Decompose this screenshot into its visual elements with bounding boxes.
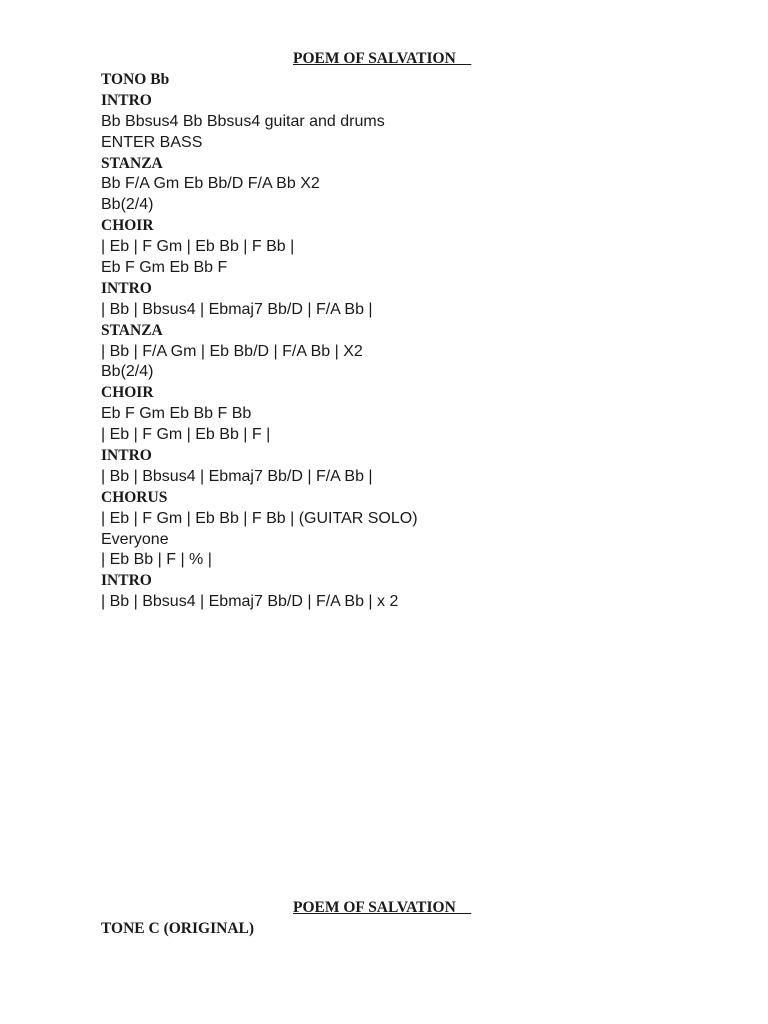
section-heading: INTRO — [101, 447, 152, 465]
chord-line: | Eb | F Gm | Eb Bb | F Bb | — [101, 238, 295, 256]
chord-line: Eb F Gm Eb Bb F Bb — [101, 405, 252, 423]
section-heading: INTRO — [101, 572, 152, 590]
chord-line: | Bb | F/A Gm | Eb Bb/D | F/A Bb | X2 — [101, 342, 363, 360]
chord-line: Everyone — [101, 530, 169, 548]
section2-body — [101, 919, 721, 940]
section-heading: STANZA — [101, 154, 163, 172]
chord-line: Bb F/A Gm Eb Bb/D F/A Bb X2 — [101, 175, 320, 193]
section-heading: INTRO — [101, 279, 152, 297]
section-heading: STANZA — [101, 321, 163, 339]
section1-body — [101, 70, 721, 613]
chord-line: | Bb | Bbsus4 | Ebmaj7 Bb/D | F/A Bb | x 2 — [101, 593, 399, 611]
chord-line: | Eb | F Gm | Eb Bb | F | — [101, 426, 271, 444]
section-heading: CHOIR — [101, 384, 154, 402]
section-heading: CHOIR — [101, 217, 154, 235]
section-heading: INTRO — [101, 91, 152, 109]
section-heading: TONE C (ORIGINAL) — [101, 920, 255, 937]
chord-line: Bb Bbsus4 Bb Bbsus4 guitar and drums — [101, 112, 385, 130]
chord-line: | Eb Bb | F | % | — [101, 551, 212, 569]
chord-line: Eb F Gm Eb Bb F — [101, 259, 228, 277]
section-heading: TONO Bb — [101, 71, 170, 88]
section2-title: POEM OF SALVATION — [293, 899, 472, 916]
chord-line: | Bb | Bbsus4 | Ebmaj7 Bb/D | F/A Bb | — [101, 467, 373, 485]
section1-title: POEM OF SALVATION — [293, 50, 472, 67]
chord-line: | Eb | F Gm | Eb Bb | F Bb | (GUITAR SOLO) — [101, 509, 418, 527]
chord-line: ENTER BASS — [101, 133, 203, 151]
section-heading: CHORUS — [101, 488, 168, 506]
chord-line: | Bb | Bbsus4 | Ebmaj7 Bb/D | F/A Bb | — [101, 300, 373, 318]
chord-line: Bb(2/4) — [101, 363, 154, 381]
chord-line: Bb(2/4) — [101, 196, 154, 214]
